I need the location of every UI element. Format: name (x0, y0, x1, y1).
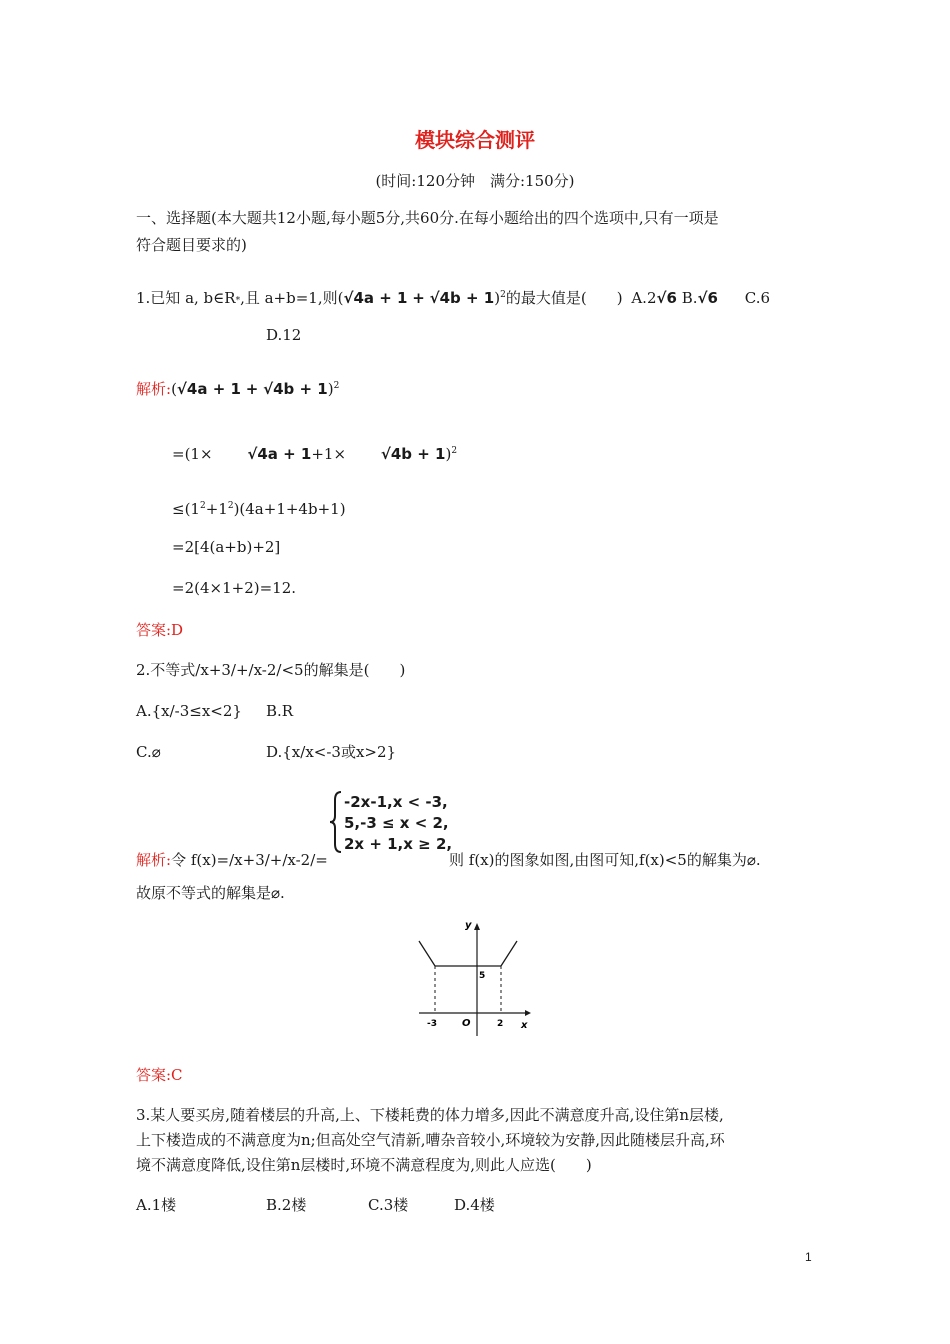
q1-step1-a: =(1× (172, 445, 213, 463)
q1-analysis-line0 (136, 376, 339, 399)
q1-open-paren: ( (171, 380, 177, 398)
section-instructions-line1: 一、选择题(本大题共12小题,每小题5分,共60分.在每小题给出的四个选项中,只有一项是 (136, 209, 719, 227)
q2-analysis-b: 则 f(x)的图象如图,由图可知,f(x)<5的解集为⌀. (449, 851, 761, 869)
q2-analysis-start (136, 850, 328, 870)
q1-step1-b: +1× (311, 445, 347, 463)
q2-option-b: B.R (266, 702, 294, 720)
q1-sqrt-a: √4a + 1 (343, 289, 408, 307)
q3-option-b: B.2楼 (266, 1196, 307, 1214)
q1-option-a: A.2 (631, 289, 657, 307)
x-axis-arrow-icon (525, 1010, 531, 1016)
q1-step2-c: )(4a+1+4b+1) (233, 500, 346, 518)
q1-stem: 1.已知 a, b∈R*,且 a+b=1,则$(√4a + 1 + √4b + 1)^2$的最大值是( ) A.2√6 B.√6 C.6 (136, 289, 771, 307)
q1-option-a-radical: √6 (656, 289, 677, 307)
q1-analysis-sqrt-a: √4a + 1 (176, 380, 241, 398)
q1-analysis-plus: + (245, 380, 259, 398)
q1-step4: =2(4×1+2)=12. (172, 579, 297, 597)
q2-option-c: C.⌀ (136, 743, 161, 761)
function-graph (415, 918, 535, 1038)
q2-analysis-c: 故原不等式的解集是⌀. (136, 884, 285, 902)
q3-stem-line3: 境不满意度降低,设住第n层楼时,环境不满意程度为,则此人应选( ) (136, 1156, 592, 1174)
q2-option-d: D.{x/x<-3或x>2} (266, 743, 397, 761)
page-number: 1 (805, 1250, 812, 1264)
q2-stem: 2.不等式/x+3/+/x-2/<5的解集是( ) (136, 661, 406, 679)
q1-stem-c: ) (494, 289, 501, 307)
q2-analysis-label: 解析: (136, 851, 172, 869)
graph-m3-label: -3 (427, 1019, 437, 1029)
q3-option-c: C.3楼 (368, 1196, 409, 1214)
graph-y-label: y (465, 920, 472, 931)
q1-step1-square: 2 (451, 446, 458, 456)
q1-option-d: D.12 (266, 326, 302, 344)
piecewise-case-2: 5,-3 ≤ x < 2, (344, 814, 449, 832)
exam-meta: (时间:120分钟 满分:150分) (375, 172, 575, 190)
page-title: 模块综合测评 (415, 128, 535, 152)
q2-analysis-a: 令 f(x)=/x+3/+/x-2/= (171, 851, 328, 869)
f-curve (419, 941, 517, 966)
q3-option-a: A.1楼 (136, 1196, 177, 1214)
y-axis-arrow-icon (474, 923, 480, 930)
q2-answer: 答案:C (136, 1066, 183, 1084)
q1-step1-sqrt-b: √4b + 1 (380, 445, 446, 463)
q1-square: 2 (500, 290, 506, 300)
piecewise-brace (328, 790, 344, 854)
piecewise-case-3: 2x + 1,x ≥ 2, (344, 835, 453, 853)
q1-step1-sqrt-a: √4a + 1 (247, 445, 312, 463)
q1-step2-b: +1 (205, 500, 228, 518)
graph-x-label: x (521, 1020, 528, 1031)
q3-option-d: D.4楼 (454, 1196, 495, 1214)
q3-stem-line2: 上下楼造成的不满意度为n;但高处空气清新,嘈杂音较小,环境较为安静,因此随楼层升高,环 (136, 1131, 725, 1149)
graph-2-label: 2 (497, 1019, 504, 1029)
q1-plus: + (412, 289, 425, 307)
q1-step2-sq1: 2 (199, 501, 206, 511)
piecewise-case-1: -2x-1,x < -3, (344, 793, 448, 811)
q1-sqrt-b: √4b + 1 (429, 289, 495, 307)
graph-origin-label: O (462, 1018, 471, 1029)
q1-step3: =2[4(a+b)+2] (172, 538, 281, 556)
section-instructions-line2: 符合题目要求的) (136, 236, 247, 254)
q1-step1 (172, 441, 457, 464)
q1-analysis-square: 2 (333, 381, 340, 391)
q1-answer: 答案:D (136, 621, 184, 639)
q2-option-a: A.{x/-3≤x<2} (136, 702, 242, 720)
q1-step2 (172, 496, 346, 519)
q1-stem-a: 1.已知 a, b∈R (136, 289, 236, 307)
q1-analysis-label: 解析: (136, 380, 172, 398)
q1-option-b-radical: √6 (697, 289, 718, 307)
q1-step1-c: ) (445, 445, 452, 463)
q1-step2-a: ≤(1 (172, 500, 200, 518)
q1-analysis-close: ) (327, 380, 334, 398)
q1-analysis-sqrt-b: √4b + 1 (263, 380, 328, 398)
q1-step2-sq2: 2 (227, 501, 234, 511)
q3-stem-line1: 3.某人要买房,随着楼层的升高,上、下楼耗费的体力增多,因此不满意度升高,设住第n层楼, (136, 1106, 724, 1124)
q1-option-b: B. (681, 289, 698, 307)
q1-stem-d: 的最大值是( ) (505, 289, 623, 307)
q1-option-c: C.6 (744, 289, 771, 307)
graph-5-label: 5 (479, 971, 486, 981)
q1-stem-b: ,且 a+b=1,则( (240, 289, 344, 307)
